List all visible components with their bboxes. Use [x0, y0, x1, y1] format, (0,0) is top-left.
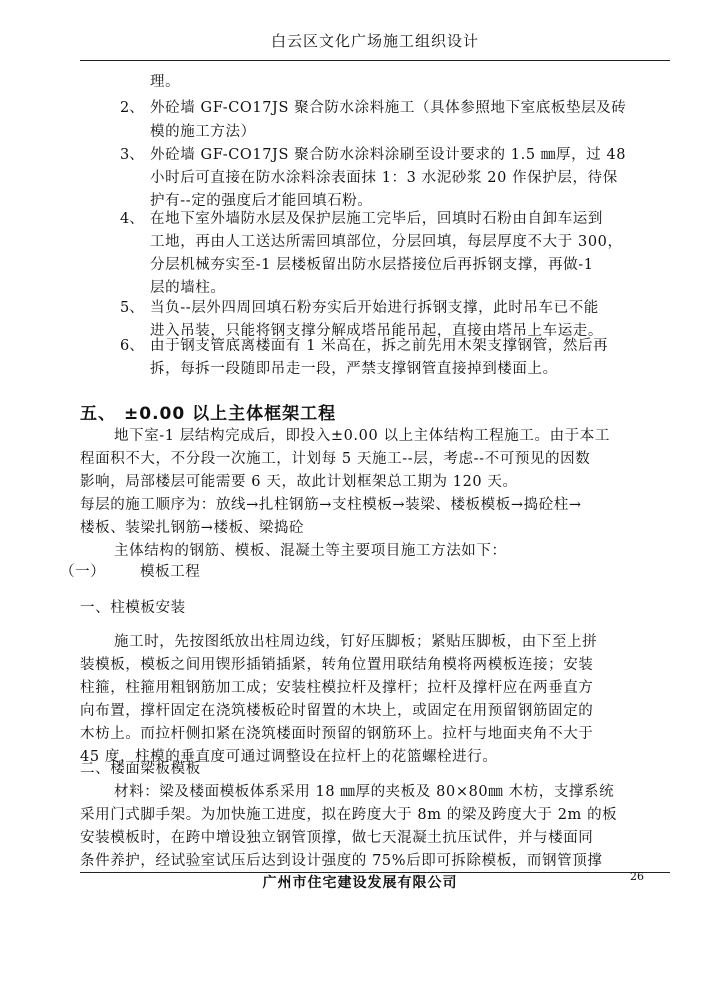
- subheading: 一、柱模板安装: [80, 600, 186, 616]
- list-item-line: 外砼墙 GF-CO17JS 聚合防水涂料涂刷至设计要求的 1.5 ㎜厚，过 48: [150, 147, 627, 163]
- list-continuation: 理。: [150, 74, 181, 90]
- section-number: 五、: [80, 404, 116, 424]
- list-item-line: 模的施工方法）: [150, 124, 256, 140]
- paragraph-line: 装模板，模板之间用锲形插销插紧，转角位置用联结角模将两模板连接；安装: [80, 657, 594, 673]
- paragraph-line: 程面积不大，不分段一次施工，计划每 5 天施工--层，考虑--不可预见的因数: [80, 451, 591, 467]
- list-item-line: 进入吊装，只能将钢支撑分解成塔吊能吊起，直接由塔吊上车运走。: [150, 323, 603, 339]
- list-item-line: 工地，再由人工送达所需回填部位，分层回填，每层厚度不大于 300，: [150, 234, 623, 250]
- section-title: ±0.00 以上主体框架工程: [124, 404, 337, 424]
- list-item-number: 5、: [120, 300, 144, 316]
- list-item-line: 层的墙柱。: [150, 280, 226, 296]
- list-item-line: 外砼墙 GF-CO17JS 聚合防水涂料施工（具体参照地下室底板垫层及砖: [150, 100, 627, 116]
- list-item-line: 护有--定的强度后才能回填石粉。: [150, 193, 373, 209]
- paragraph-line: 45 度，柱模的垂直度可通过调整设在拉杆上的花篮螺栓进行。: [80, 749, 498, 765]
- list-item-line: 拆，每拆一段随即吊走一段，严禁支撑钢管直接掉到楼面上。: [150, 361, 558, 377]
- page-header-title: 白云区文化广场施工组织设计: [270, 32, 479, 50]
- paragraph-line: 地下室-1 层结构完成后，即投入±0.00 以上主体结构工程施工。由于本工: [114, 428, 610, 444]
- subsection-title: 模板工程: [140, 564, 201, 580]
- paragraph-line: 安装模板时，在跨中增设独立钢管顶撑，做七天混凝土抗压试件，并与楼面同: [80, 830, 594, 846]
- paragraph-line: 向布置，撑杆固定在浇筑楼板砼时留置的木块上，或固定在用预留钢筋固定的: [80, 703, 594, 719]
- paragraph-line: 木枋上。而拉杆侧扣紧在浇筑楼面时预留的钢筋环上。拉杆与地面夹角不大于: [80, 726, 594, 742]
- list-item-number: 3、: [120, 147, 144, 163]
- list-item-number: 4、: [120, 211, 144, 227]
- paragraph-line: 每层的施工顺序为：放线→扎柱钢筋→支柱模板→装梁、楼板模板→捣砼柱→: [80, 497, 582, 513]
- footer-company: 广州市住宅建设发展有限公司: [262, 875, 458, 891]
- paragraph-line: 楼板、装梁扎钢筋→楼板、梁捣砼: [80, 520, 305, 536]
- paragraph-line: 条件养护，经试验室试压后达到设计强度的 75%后即可拆除模板，而钢管顶撑: [80, 853, 603, 869]
- page-number: 26: [630, 870, 644, 883]
- paragraph-line: 施工时，先按图纸放出柱周边线，钉好压脚板；紧贴压脚板，由下至上拼: [114, 634, 598, 650]
- paragraph-line: 主体结构的钢筋、模板、混凝土等主要项目施工方法如下：: [114, 543, 507, 559]
- list-item-line: 小时后可直接在防水涂料涂表面抹 1：3 水泥砂浆 20 作保护层，待保: [150, 170, 618, 186]
- paragraph-line: 采用门式脚手架。为加快施工进度，拟在跨度大于 8m 的梁及跨度大于 2m 的板: [80, 807, 618, 823]
- subsection-number: （一）: [60, 564, 106, 580]
- list-item-line: 由于钢支管底离楼面有 1 米高在，拆之前先用木架支撑钢管，然后再: [150, 338, 609, 354]
- paragraph-line: 材料：梁及楼面模板体系采用 18 ㎜厚的夹板及 80×80㎜ 木枋，支撑系统: [114, 784, 615, 800]
- paragraph-line: 柱箍，柱箍用粗钢筋加工成；安装柱模拉杆及撑杆；拉杆及撑杆应在两垂直方: [80, 680, 594, 696]
- list-item-number: 6、: [120, 338, 144, 354]
- subheading: 二、楼面梁板模板: [80, 761, 201, 777]
- list-item-line: 当负--层外四周回填石粉夯实后开始进行拆钢支撑，此时吊车已不能: [150, 300, 599, 316]
- paragraph-line: 影响，局部楼层可能需要 6 天，故此计划框架总工期为 120 天。: [80, 474, 518, 490]
- list-item-line: 分层机械夯实至-1 层楼板留出防水层搭接位后再拆钢支撑，再做-1: [150, 257, 594, 273]
- list-item-line: 在地下室外墙防水层及保护层施工完毕后，回填时石粉由自卸车运到: [150, 211, 603, 227]
- list-item-number: 2、: [120, 100, 144, 116]
- header-rule: [80, 60, 670, 61]
